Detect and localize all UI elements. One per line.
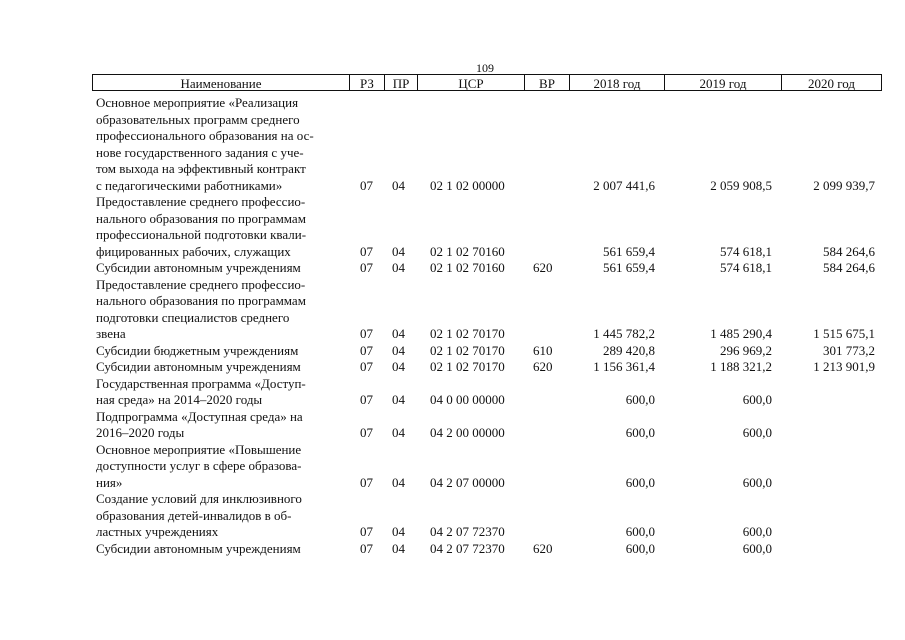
row-name-line: нального образования по программам [96,210,306,226]
row-rz: 07 [360,243,373,259]
table-row [0,359,905,376]
row-name [96,260,346,277]
row-pr: 04 [392,243,405,259]
table-row [0,409,905,442]
row-2018: 600,0 [625,524,655,539]
row-2018: 600,0 [625,425,655,440]
row-name-line: ная среда» на 2014–2020 годы [96,392,263,407]
row-pr: 04 [392,260,405,275]
row-name-line: образовательных программ среднего [96,111,300,127]
row-name [96,359,346,376]
row-name-line: Подпрограмма «Доступная среда» на [96,408,303,424]
table-row [0,541,905,558]
row-2018: 600,0 [625,474,655,490]
row-2020: 1 515 675,1 [813,326,875,341]
header-csr: ЦСР [458,76,484,91]
header-2019: 2019 год [699,76,747,91]
table-row [0,194,905,260]
row-name-line: нального образования по программам [96,293,306,308]
table-row [0,376,905,409]
row-name-line: подготовки специалистов среднего [96,309,290,325]
table-row [0,260,905,277]
row-csr: 04 2 07 00000 [430,474,505,490]
row-name-line: с педагогическими работниками» [96,177,283,193]
row-pr: 04 [392,359,405,374]
row-2019: 296 969,2 [720,342,772,358]
row-name-line: доступности услуг в сфере образова- [96,458,302,473]
row-name [96,194,346,260]
row-csr: 02 1 02 00000 [430,177,505,193]
row-name-line: фицированных рабочих, служащих [96,243,291,259]
table-row [0,442,905,492]
header-2018: 2018 год [593,76,641,91]
row-2019: 574 618,1 [720,243,772,259]
row-name-line: Основное мероприятие «Повышение [96,441,302,457]
header-pr: ПР [392,76,410,91]
row-name-line: нове государственного задания с уче- [96,144,304,160]
row-pr: 04 [392,524,405,539]
row-name-line: образования детей-инвалидов в об- [96,507,292,523]
row-rz: 07 [360,342,373,358]
row-name [96,376,346,409]
row-csr: 04 2 00 00000 [430,425,505,440]
row-pr: 04 [392,540,405,556]
row-2019: 600,0 [742,425,772,440]
row-csr: 02 1 02 70170 [430,359,505,374]
row-csr: 04 2 07 72370 [430,540,505,556]
row-csr: 02 1 02 70170 [430,342,505,358]
row-name-line: ния» [96,474,123,490]
row-csr: 02 1 02 70160 [430,260,505,275]
row-csr: 04 0 00 00000 [430,392,505,407]
row-rz: 07 [360,524,373,539]
page-number: 109 [476,61,494,75]
row-csr: 04 2 07 72370 [430,524,505,539]
header-2020: 2020 год [808,76,855,91]
row-name [96,343,346,360]
row-pr: 04 [392,425,405,440]
table-header [92,74,882,91]
table-row [0,95,905,194]
row-2020: 1 213 901,9 [813,359,875,374]
row-2018: 1 156 361,4 [593,359,655,374]
table-row [0,343,905,360]
row-pr: 04 [392,474,405,490]
row-csr: 02 1 02 70170 [430,326,505,341]
row-name [96,442,346,492]
row-pr: 04 [392,326,405,341]
row-2018: 561 659,4 [603,260,655,275]
row-2018: 561 659,4 [603,243,655,259]
row-2019: 600,0 [742,524,772,539]
row-name-line: 2016–2020 годы [96,425,185,440]
row-name-line: Субсидии автономным учреждениям [96,359,301,374]
row-2018: 600,0 [625,540,655,556]
row-rz: 07 [360,474,373,490]
row-2019: 1 188 321,2 [710,359,772,374]
row-2018: 2 007 441,6 [593,177,655,193]
row-name [96,541,346,558]
row-name [96,95,346,194]
row-2020: 2 099 939,7 [813,177,875,193]
row-rz: 07 [360,540,373,556]
row-2019: 574 618,1 [720,260,772,275]
row-name-line: Создание условий для инклюзивного [96,491,302,506]
row-2018: 289 420,8 [603,342,655,358]
row-rz: 07 [360,260,373,275]
row-vr: 620 [533,540,553,556]
row-2020: 301 773,2 [823,342,875,358]
table-row [0,491,905,541]
row-name-line: ластных учреждениях [96,524,219,539]
row-2019: 600,0 [742,392,772,407]
row-2020: 584 264,6 [823,260,875,275]
row-name-line: Субсидии бюджетным учреждениям [96,342,299,358]
row-vr: 620 [533,260,553,275]
row-name-line: профессиональной подготовки квали- [96,227,307,242]
row-rz: 07 [360,425,373,440]
row-2018: 1 445 782,2 [593,326,655,341]
row-vr: 620 [533,359,553,374]
header-rz: РЗ [360,76,374,91]
row-vr: 610 [533,342,553,358]
row-name [96,277,346,343]
row-csr: 02 1 02 70160 [430,243,505,259]
row-rz: 07 [360,326,373,341]
row-name-line: Предоставление среднего профессио- [96,276,306,292]
row-name-line: Субсидии автономным учреждениям [96,260,301,275]
row-2018: 600,0 [625,392,655,407]
row-pr: 04 [392,342,405,358]
row-2019: 600,0 [742,474,772,490]
row-pr: 04 [392,177,405,193]
row-name-line: Субсидии автономным учреждениям [96,540,301,556]
row-2019: 1 485 290,4 [710,326,772,341]
row-name-line: звена [96,326,126,341]
header-name: Наименование [180,76,262,91]
row-name-line: Государственная программа «Доступ- [96,375,306,391]
row-name-line: Предоставление среднего профессио- [96,194,306,209]
row-rz: 07 [360,359,373,374]
row-rz: 07 [360,392,373,407]
row-name [96,409,346,442]
row-name [96,491,346,541]
row-2019: 2 059 908,5 [710,177,772,193]
table-row [0,277,905,343]
header-vr: ВР [539,76,555,91]
row-name-line: Основное мероприятие «Реализация [96,95,299,110]
row-rz: 07 [360,177,373,193]
row-name-line: профессионального образования на ос- [96,128,314,143]
row-name-line: том выхода на эффективный контракт [96,161,306,176]
row-2020: 584 264,6 [823,243,875,259]
row-pr: 04 [392,392,405,407]
row-2019: 600,0 [742,540,772,556]
